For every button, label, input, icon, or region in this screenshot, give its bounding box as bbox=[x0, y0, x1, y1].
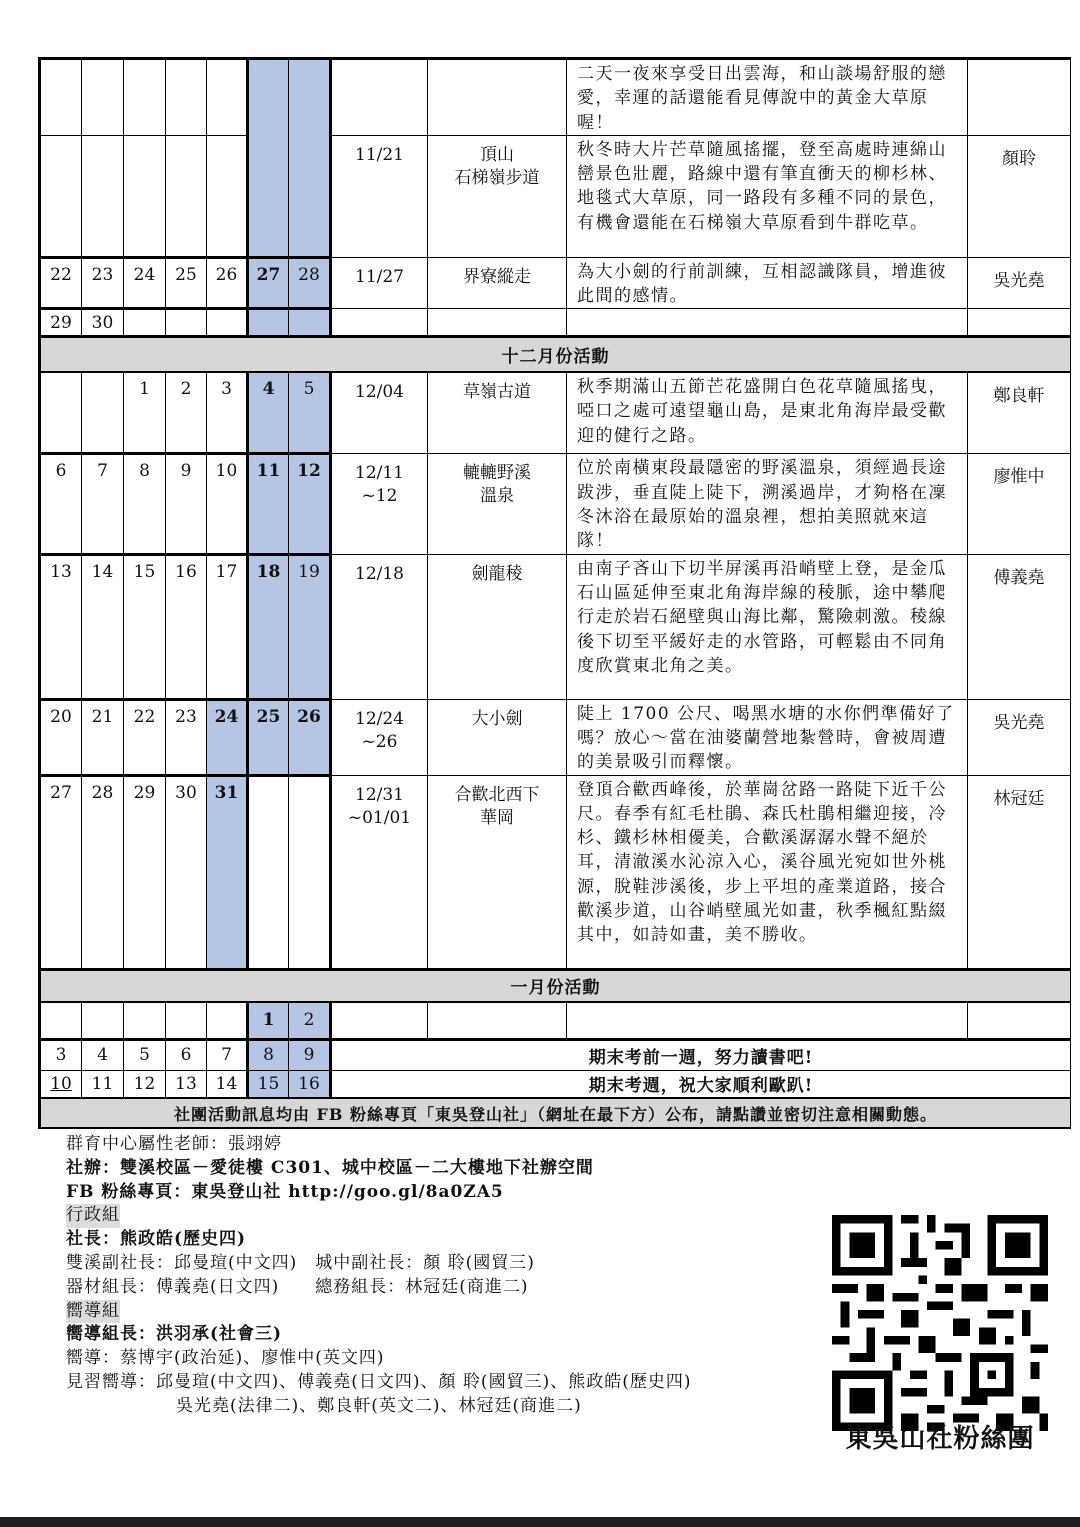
calendar-day: 3 bbox=[40, 1039, 82, 1070]
dec-row-3 bbox=[40, 699, 1071, 775]
calendar-day: 26 bbox=[289, 699, 331, 775]
calendar-day: 14 bbox=[207, 1070, 248, 1098]
qr-caption: 東吳山社粉絲團 bbox=[845, 1424, 1035, 1454]
activity-leader: 吳光堯 bbox=[968, 699, 1071, 775]
exam-message: 期末考週，祝大家順利歐趴! bbox=[331, 1070, 1071, 1098]
calendar-day: 29 bbox=[40, 309, 82, 337]
nov-row-1 bbox=[40, 135, 1071, 257]
activity-leader: 林冠廷 bbox=[968, 775, 1071, 969]
activity-description: 秋冬時大片芒草隨風搖擺，登至高處時連綿山巒景色壯麗，路線中還有筆直衝天的柳杉林、地毯式大草原，同一路段有多種不同的景色，有機會還能在石梯嶺大草原看到牛群吃草。 bbox=[567, 135, 968, 257]
calendar-day: 22 bbox=[124, 699, 166, 775]
calendar-day: 13 bbox=[40, 554, 82, 699]
guides: 嚮導：蔡博宇(政治延)、廖惟中(英文四) bbox=[66, 1348, 385, 1369]
activity-leader: 廖惟中 bbox=[968, 454, 1071, 554]
activity-date: 12/18 bbox=[331, 554, 428, 699]
calendar-day bbox=[289, 775, 331, 969]
vice-presidents: 雙溪副社長：邱曼瑄(中文四) 城中副社長：顏 聆(國貿三) bbox=[66, 1252, 535, 1273]
calendar-day: 4 bbox=[82, 1039, 124, 1070]
calendar-day: 11 bbox=[248, 454, 289, 554]
calendar-day: 1 bbox=[248, 1002, 289, 1039]
calendar-day: 22 bbox=[40, 257, 82, 309]
activity-description: 為大小劍的行前訓練，互相認識隊員，增進彼此間的感情。 bbox=[567, 257, 968, 309]
dec-row-1 bbox=[40, 454, 1071, 554]
nov-row-2 bbox=[40, 257, 1071, 309]
calendar-day: 7 bbox=[82, 454, 124, 554]
calendar-day: 10 bbox=[207, 454, 248, 554]
calendar-day: 7 bbox=[207, 1039, 248, 1070]
activity-date: 12/04 bbox=[331, 372, 428, 454]
calendar-day: 8 bbox=[248, 1039, 289, 1070]
calendar-day: 23 bbox=[166, 699, 207, 775]
calendar-day: 27 bbox=[40, 775, 82, 969]
activity-description: 位於南橫東段最隱密的野溪溫泉，須經過長途跋涉，垂直陡上陡下，溯溪過岸，才夠格在凜冬沐浴在最原始的溫泉裡，想拍美照就來這隊！ bbox=[567, 454, 968, 554]
calendar-day: 29 bbox=[124, 775, 166, 969]
calendar-day: 9 bbox=[166, 454, 207, 554]
fb-page: FB 粉絲專頁：東吳登山社 http://goo.gl/8a0ZA5 bbox=[66, 1181, 504, 1202]
calendar-day: 9 bbox=[289, 1039, 331, 1070]
qr-code-icon[interactable] bbox=[832, 1215, 1048, 1431]
activity-description: 登頂合歡西峰後，於華崗岔路一路陡下近千公尺。春季有紅毛杜鵑、森氏杜鵑相繼迎接，冷杉、鐵杉林相優美，合歡溪潺潺水聲不絕於耳，清澈溪水沁涼入心，溪谷風光宛如世外桃源，脫鞋涉溪後，步上平坦的產業道路，接合歡溪步道，山谷峭壁風光如畫，秋季楓紅點綴其中，如詩如畫，美不勝收。 bbox=[567, 775, 968, 969]
club-info bbox=[66, 1133, 826, 1419]
notice-banner: 社團活動訊息均由 FB 粉絲專頁「東吳登山社」（網址在最下方）公布，請點讚並密切注意相關動態。 bbox=[40, 1098, 1071, 1128]
calendar-day: 1 bbox=[124, 372, 166, 454]
activity-route: 頂山 石梯嶺步道 bbox=[428, 135, 567, 257]
trainee-guides-cont: 吳光堯(法律二)、鄭良軒(英文二)、林冠廷(商進二) bbox=[176, 1395, 582, 1416]
calendar-day: 6 bbox=[40, 454, 82, 554]
calendar-day: 15 bbox=[248, 1070, 289, 1098]
calendar-day: 3 bbox=[207, 372, 248, 454]
calendar-day: 8 bbox=[124, 454, 166, 554]
activity-description: 由南子吝山下切半屏溪再沿峭壁上登，是金瓜石山區延伸至東北角海岸線的稜脈，途中攀爬行走於岩石絕壁與山海比鄰，驚險刺激。稜線後下切至平緩好走的水管路，可輕鬆由不同角度欣賞東北角之美。 bbox=[567, 554, 968, 699]
jan-row-1 bbox=[40, 1002, 1071, 1039]
calendar-day: 27 bbox=[248, 257, 289, 309]
activity-description: 二天一夜來享受日出雲海，和山談場舒服的戀愛，幸運的話還能看見傳說中的黃金大草原喔！ bbox=[567, 59, 968, 136]
calendar-day: 17 bbox=[207, 554, 248, 699]
calendar-day: 23 bbox=[82, 257, 124, 309]
activity-leader: 顏聆 bbox=[968, 135, 1071, 257]
calendar-day: 25 bbox=[166, 257, 207, 309]
notice-row bbox=[40, 1098, 1071, 1128]
calendar-day: 2 bbox=[166, 372, 207, 454]
jan-row-2 bbox=[40, 1039, 1071, 1070]
calendar-day: 13 bbox=[166, 1070, 207, 1098]
calendar-day: 24 bbox=[207, 699, 248, 775]
activity-date: 12/31 ~01/01 bbox=[331, 775, 428, 969]
calendar-day: 25 bbox=[248, 699, 289, 775]
calendar-day: 2 bbox=[289, 1002, 331, 1039]
activity-description: 陡上 1700 公尺、喝黑水塘的水你們準備好了嗎？放心～當在油婆蘭營地紮營時，會被周遭的美景吸引而釋懷。 bbox=[567, 699, 968, 775]
calendar-day: 26 bbox=[207, 257, 248, 309]
december-section-header bbox=[40, 337, 1071, 372]
calendar-day: 12 bbox=[124, 1070, 166, 1098]
dec-row-2 bbox=[40, 554, 1071, 699]
jan-row-3 bbox=[40, 1070, 1071, 1098]
activity-date: 11/21 bbox=[331, 135, 428, 257]
activity-date: 12/11 ~12 bbox=[331, 454, 428, 554]
activity-description: 秋季期滿山五節芒花盛開白色花草隨風搖曳，啞口之處可遠望龜山島，是東北角海岸最受歡迎的健行之路。 bbox=[567, 372, 968, 454]
trainee-guides: 見習嚮導：邱曼瑄(中文四)、傅義堯(日文四)、顏 聆(國貿三)、熊政皓(歷史四) bbox=[66, 1371, 692, 1392]
activity-route: 草嶺古道 bbox=[428, 372, 567, 454]
calendar-day: 12 bbox=[289, 454, 331, 554]
calendar-day: 11 bbox=[82, 1070, 124, 1098]
equipment-and-general-affairs: 器材組長：傅義堯(日文四) 總務組長：林冠廷(商進二) bbox=[66, 1276, 529, 1297]
activity-date: 12/24 ~26 bbox=[331, 699, 428, 775]
activity-route: 大小劍 bbox=[428, 699, 567, 775]
activity-route: 合歡北西下 華岡 bbox=[428, 775, 567, 969]
activity-route: 劍龍稜 bbox=[428, 554, 567, 699]
calendar-day: 5 bbox=[289, 372, 331, 454]
calendar-day: 16 bbox=[166, 554, 207, 699]
calendar-day: 4 bbox=[248, 372, 289, 454]
calendar-day: 19 bbox=[289, 554, 331, 699]
activity-leader: 吳光堯 bbox=[968, 257, 1071, 309]
calendar-day: 6 bbox=[166, 1039, 207, 1070]
calendar-day: 5 bbox=[124, 1039, 166, 1070]
activity-route: 界寮縱走 bbox=[428, 257, 567, 309]
exam-message: 期末考前一週，努力讀書吧! bbox=[331, 1039, 1071, 1070]
nov-row-0 bbox=[40, 59, 1071, 136]
calendar-day: 31 bbox=[207, 775, 248, 969]
president: 社長：熊政皓(歷史四) bbox=[66, 1229, 247, 1250]
calendar-day: 14 bbox=[82, 554, 124, 699]
bottom-edge-bar bbox=[0, 1517, 1080, 1527]
calendar-day: 30 bbox=[166, 775, 207, 969]
advisor-teacher: 群育中心屬性老師：張翊婷 bbox=[66, 1134, 282, 1154]
activity-route: 轆轆野溪 溫泉 bbox=[428, 454, 567, 554]
section-title: 一月份活動 bbox=[40, 969, 1071, 1002]
activity-table bbox=[38, 57, 1071, 1129]
calendar-day: 30 bbox=[82, 309, 124, 337]
guide-group-label: 嚮導組 bbox=[66, 1300, 120, 1324]
calendar-day bbox=[82, 372, 124, 454]
calendar-day: 24 bbox=[124, 257, 166, 309]
nov-row-3 bbox=[40, 309, 1071, 337]
calendar-day: 20 bbox=[40, 699, 82, 775]
calendar-day: 18 bbox=[248, 554, 289, 699]
january-section-header bbox=[40, 969, 1071, 1002]
activity-date: 11/27 bbox=[331, 257, 428, 309]
calendar-day: 28 bbox=[82, 775, 124, 969]
guide-leader: 嚮導組長：洪羽承(社會三) bbox=[66, 1324, 283, 1345]
activity-leader: 鄭良軒 bbox=[968, 372, 1071, 454]
calendar-day: 21 bbox=[82, 699, 124, 775]
club-office: 社辦：雙溪校區－愛徒樓 C301、城中校區－二大樓地下社辦空間 bbox=[66, 1157, 594, 1178]
calendar-day: 28 bbox=[289, 257, 331, 309]
calendar-day bbox=[40, 372, 82, 454]
calendar-day: 16 bbox=[289, 1070, 331, 1098]
calendar-day: 10 bbox=[40, 1070, 82, 1098]
calendar-day bbox=[248, 775, 289, 969]
section-title: 十二月份活動 bbox=[40, 337, 1071, 372]
activity-leader: 傅義堯 bbox=[968, 554, 1071, 699]
dec-row-4 bbox=[40, 775, 1071, 969]
dec-row-0 bbox=[40, 372, 1071, 454]
admin-group-label: 行政組 bbox=[66, 1204, 120, 1228]
calendar-day: 15 bbox=[124, 554, 166, 699]
